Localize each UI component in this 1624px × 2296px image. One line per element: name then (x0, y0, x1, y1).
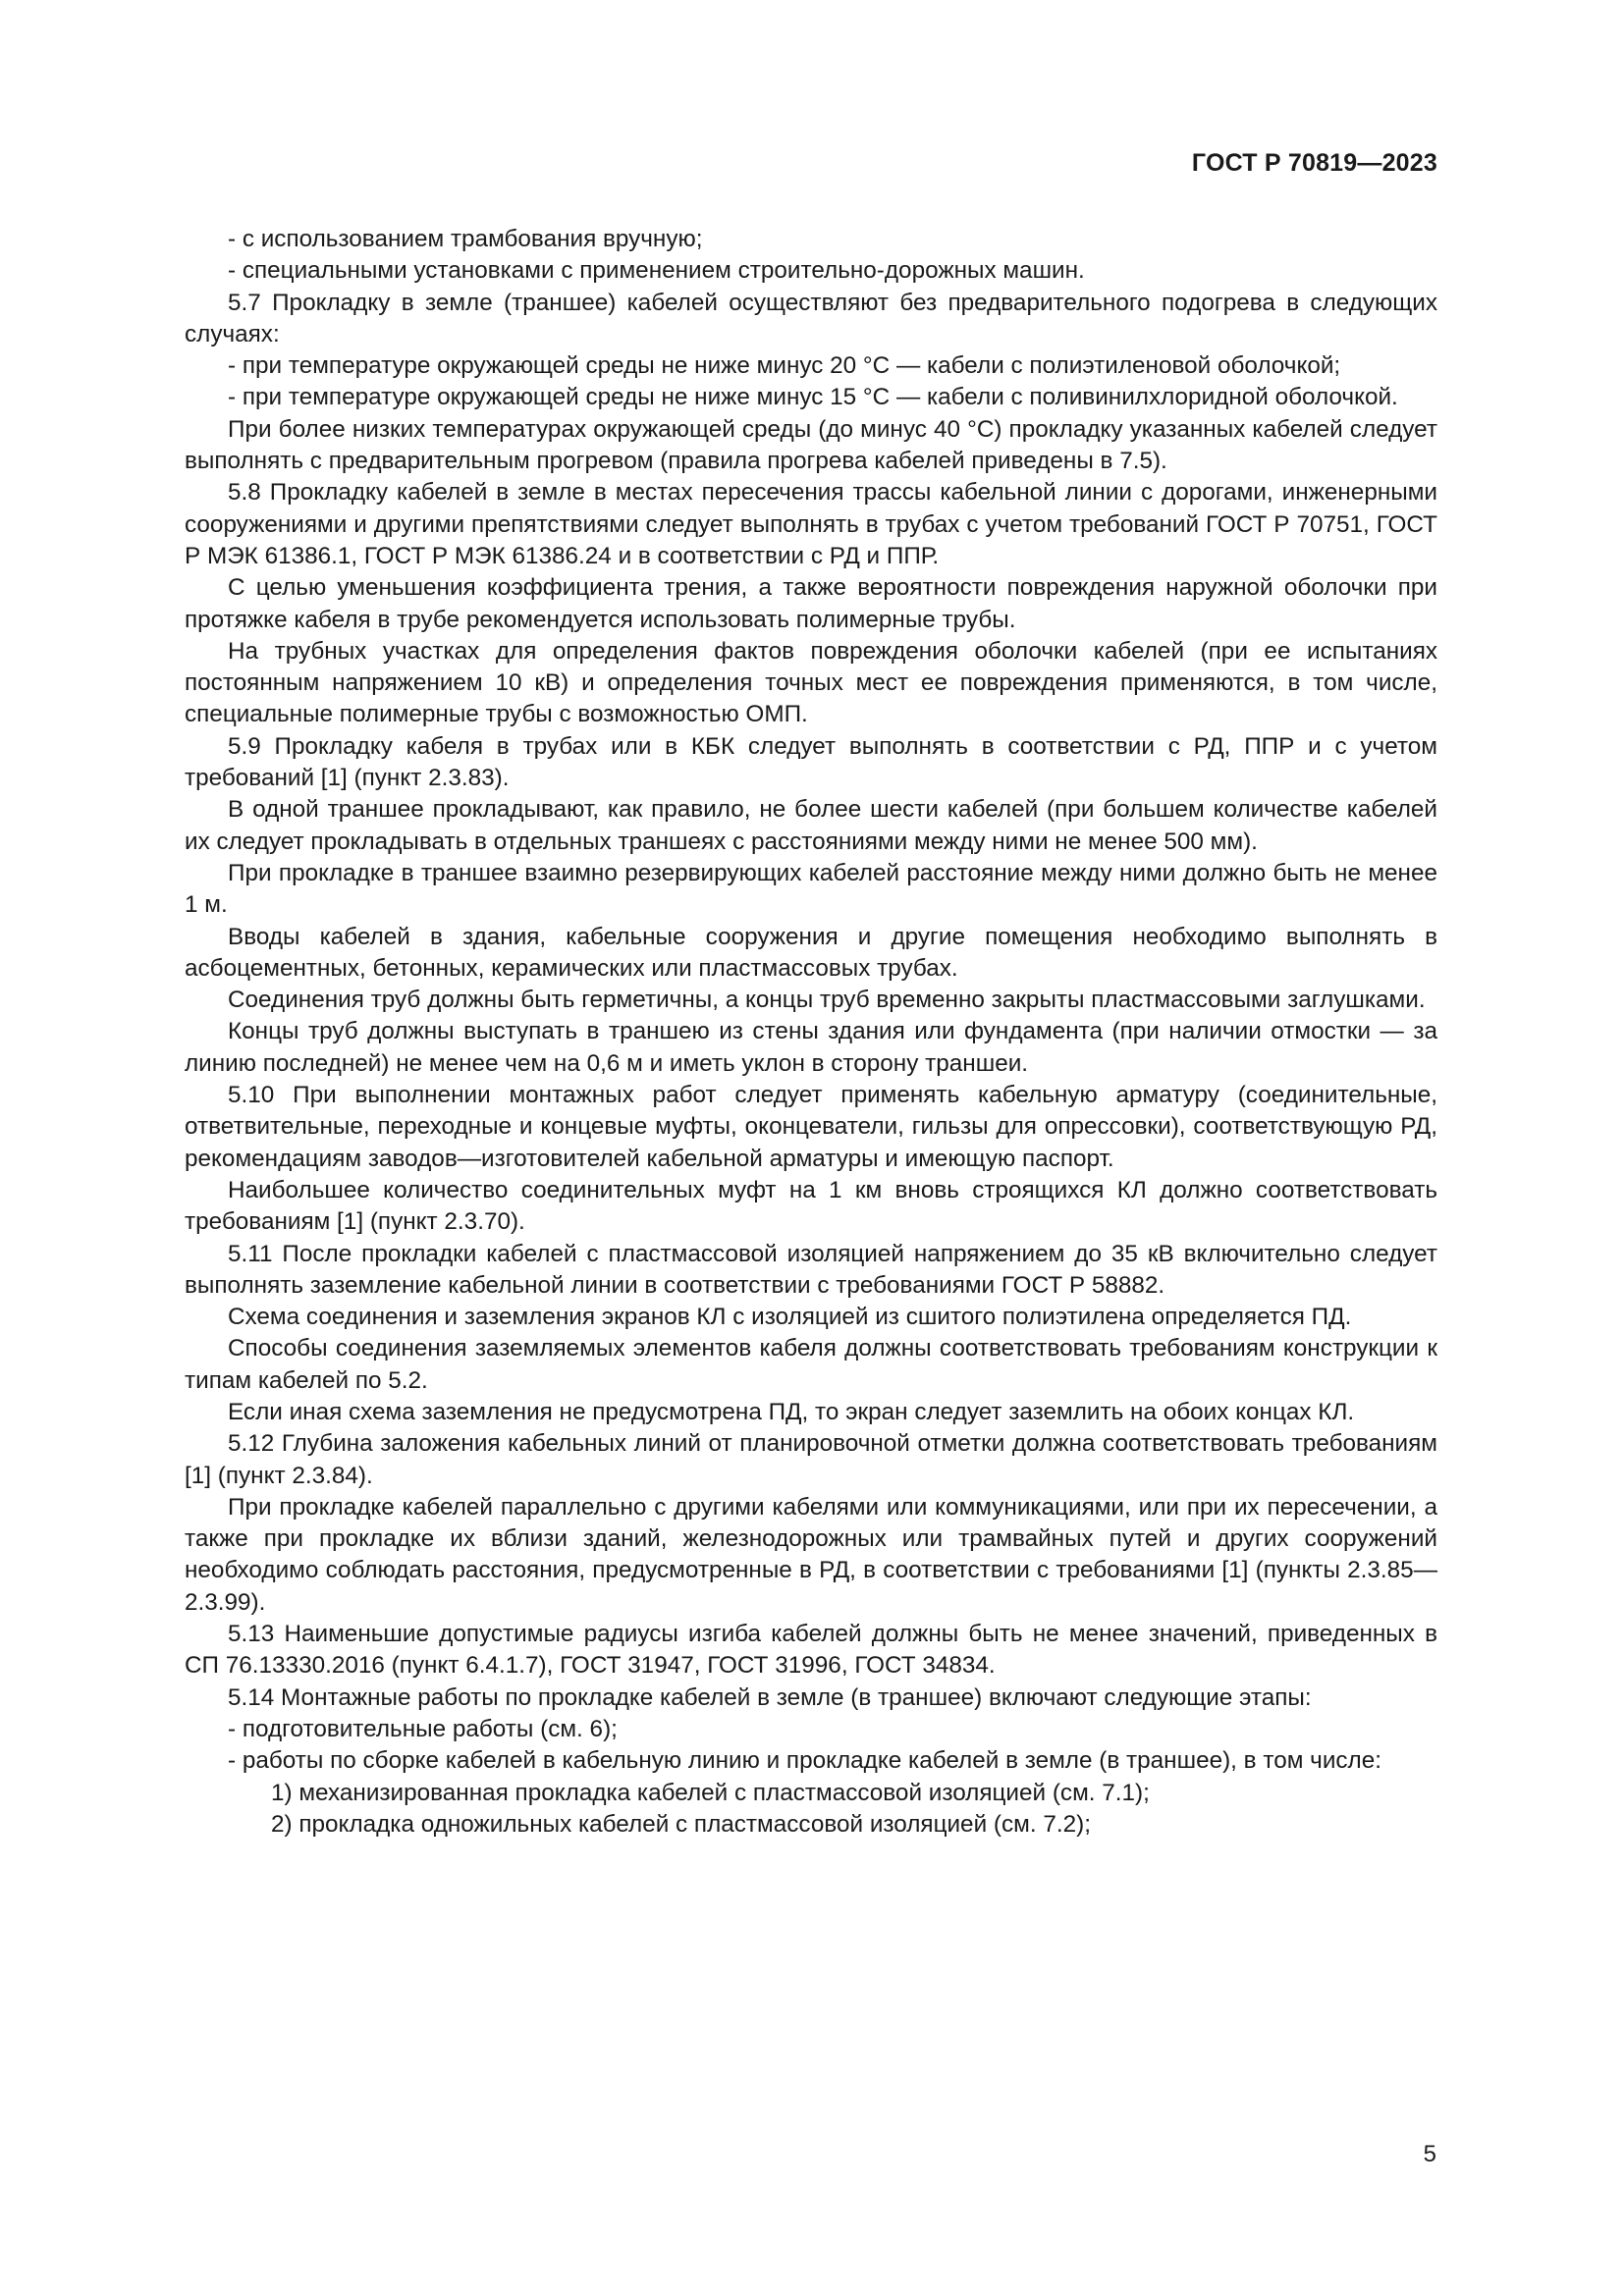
document-code-header: ГОСТ Р 70819—2023 (1191, 149, 1437, 177)
paragraph: 5.9 Прокладку кабеля в трубах или в КБК следует выполнять в соответствии с РД, ППР и с учетом требований [1] (пункт 2.3.83). (185, 732, 1437, 792)
paragraph: - работы по сборке кабелей в кабельную линию и прокладке кабелей в земле (в траншее), в том числе: (228, 1747, 1381, 1775)
page-number: 5 (1423, 2141, 1436, 2167)
paragraph: - специальными установками с применением строительно-дорожных машин. (228, 257, 1085, 285)
paragraph: Вводы кабелей в здания, кабельные сооружения и другие помещения необходимо выполнять в асбоцементных, бетонных, керамических или пластмассовых трубах. (185, 923, 1437, 982)
paragraph: 5.13 Наименьшие допустимые радиусы изгиба кабелей должны быть не менее значений, приведенных в СП 76.13330.2016 (пункт 6.4.1.7), ГОСТ 31947, ГОСТ 31996, ГОСТ 34834. (185, 1621, 1437, 1680)
paragraph: Соединения труб должны быть герметичны, а концы труб временно закрыты пластмассовыми заглушками. (228, 987, 1426, 1014)
paragraph: 5.10 При выполнении монтажных работ следует применять кабельную арматуру (соединительные, ответвительные, переходные и концевые муфты, оконцеватели, гильзы для опрессовки), соответствующую РД, рекомендациям заводов—изготовителей кабельной арматуры и имеющую паспорт. (185, 1082, 1437, 1172)
paragraph: Если иная схема заземления не предусмотрена ПД, то экран следует заземлить на обоих концах КЛ. (228, 1398, 1355, 1425)
paragraph: При прокладке в траншее взаимно резервирующих кабелей расстояние между ними должно быть не менее 1 м. (185, 859, 1437, 919)
paragraph: На трубных участках для определения фактов повреждения оболочки кабелей (при ее испытаниях постоянным напряжением 10 кВ) и определения точных мест ее повреждения применяются, в том числе, специальные полимерные трубы с возможностью ОМП. (185, 637, 1437, 728)
paragraph: 5.14 Монтажные работы по прокладке кабелей в земле (в траншее) включают следующие этапы: (228, 1683, 1312, 1711)
paragraph: - при температуре окружающей среды не ниже минус 15 °С — кабели с поливинилхлоридной оболочкой. (228, 384, 1398, 411)
paragraph: 5.11 После прокладки кабелей с пластмассовой изоляцией напряжением до 35 кВ включительно следует выполнять заземление кабельной линии в соответствии с требованиями ГОСТ Р 58882. (185, 1240, 1437, 1299)
paragraph: 5.12 Глубина заложения кабельных линий от планировочной отметки должна соответствовать требованиям [1] (пункт 2.3.84). (185, 1430, 1437, 1489)
paragraph: - при температуре окружающей среды не ниже минус 20 °С — кабели с полиэтиленовой оболочкой; (228, 352, 1341, 380)
paragraph: Наибольшее количество соединительных муфт на 1 км вновь строящихся КЛ должно соответствовать требованиям [1] (пункт 2.3.70). (185, 1176, 1437, 1236)
paragraph: В одной траншее прокладывают, как правило, не более шести кабелей (при большем количестве кабелей их следует прокладывать в отдельных траншеях с расстояниями между ними не менее 500 мм). (185, 796, 1437, 855)
paragraph: С целью уменьшения коэффициента трения, а также вероятности повреждения наружной оболочки при протяжке кабеля в трубе рекомендуется использовать полимерные трубы. (185, 574, 1437, 633)
paragraph: 5.8 Прокладку кабелей в земле в местах пересечения трассы кабельной линии с дорогами, инженерными сооружениями и другими препятствиями следует выполнять в трубах с учетом требований ГОСТ Р 70751, ГОСТ Р МЭК 61386.1, ГОСТ Р МЭК 61386.24 и в соответствии с РД и ППР. (185, 479, 1437, 569)
numbered-list-item: 2) прокладка одножильных кабелей с пластмассовой изоляцией (см. 7.2); (271, 1810, 1091, 1838)
numbered-list-item: 1) механизированная прокладка кабелей с пластмассовой изоляцией (см. 7.1); (271, 1779, 1150, 1806)
paragraph: 5.7 Прокладку в земле (траншее) кабелей осуществляют без предварительного подогрева в следующих случаях: (185, 289, 1437, 347)
paragraph: - с использованием трамбования вручную; (228, 226, 703, 252)
document-body (185, 224, 1437, 1841)
paragraph: При прокладке кабелей параллельно с другими кабелями или коммуникациями, или при их пересечении, а также при прокладке их вблизи зданий, железнодорожных или трамвайных путей и других сооружений необходимо соблюдать расстояния, предусмотренные в РД, в соответствии с требованиями [1] (пункты 2.3.85—2.3.99). (185, 1493, 1437, 1616)
paragraph: - подготовительные работы (см. 6); (228, 1715, 618, 1742)
paragraph: Способы соединения заземляемых элементов кабеля должны соответствовать требованиям конструкции к типам кабелей по 5.2. (185, 1335, 1437, 1394)
paragraph: Концы труб должны выступать в траншею из стены здания или фундамента (при наличии отмостки — за линию последней) не менее чем на 0,6 м и иметь уклон в сторону траншеи. (185, 1018, 1437, 1077)
paragraph: Схема соединения и заземления экранов КЛ с изоляцией из сшитого полиэтилена определяется ПД. (228, 1304, 1352, 1331)
paragraph: При более низких температурах окружающей среды (до минус 40 °С) прокладку указанных кабелей следует выполнять с предварительным прогревом (правила прогрева кабелей приведены в 7.5). (185, 415, 1437, 475)
